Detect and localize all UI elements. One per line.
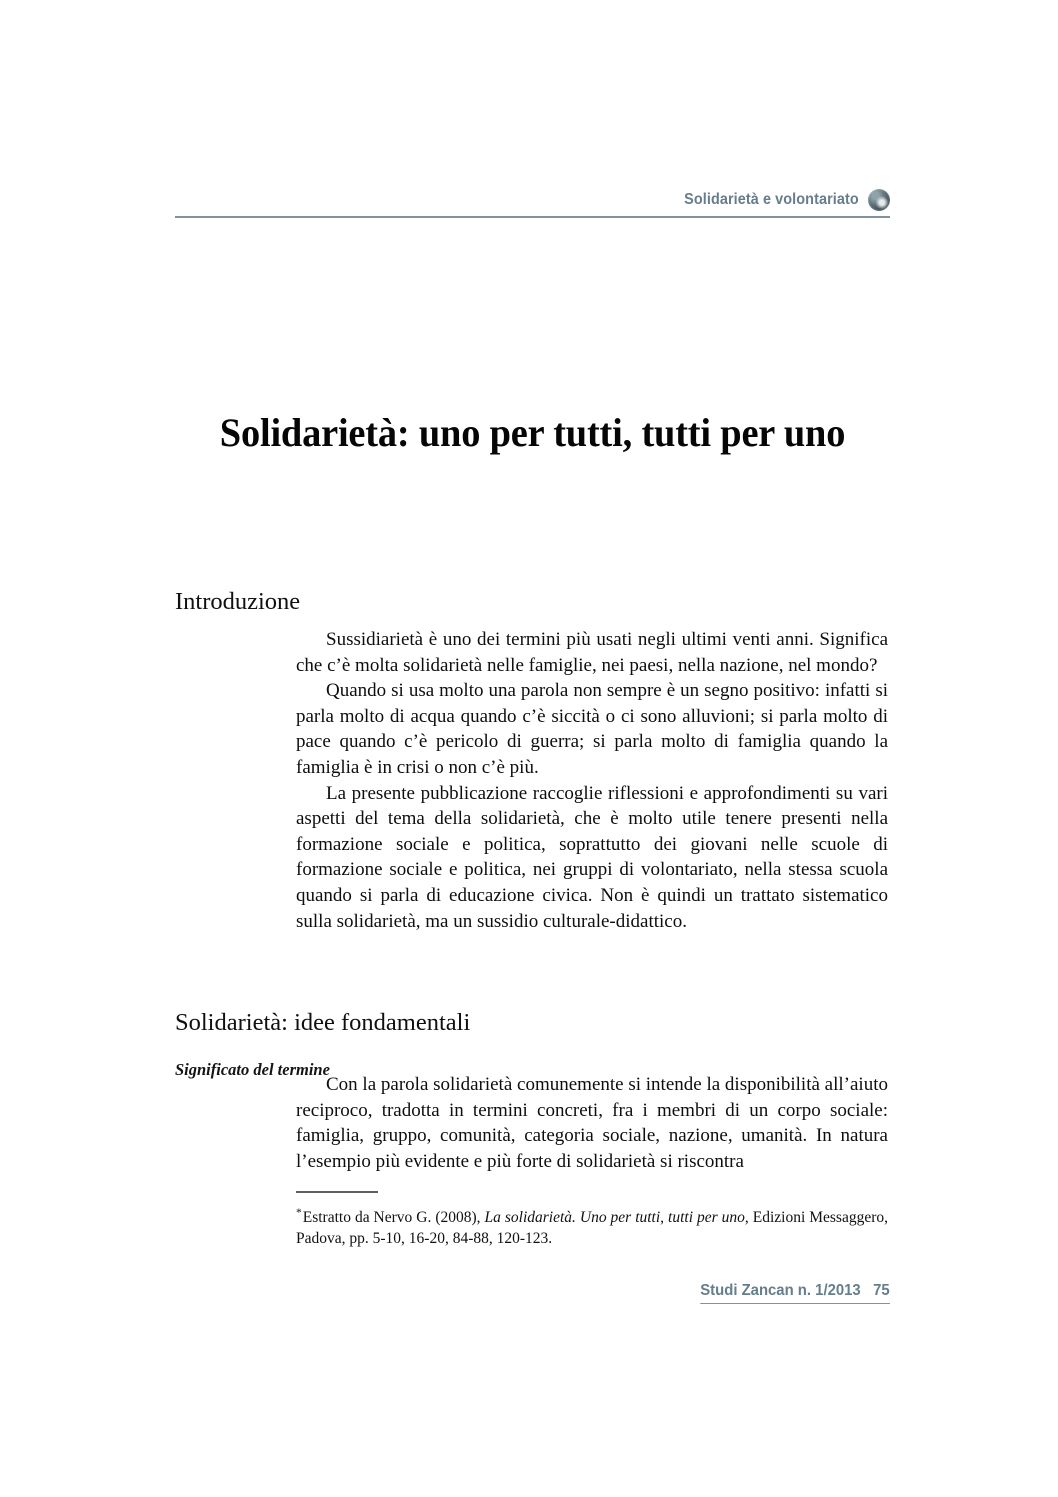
footnote (296, 1191, 888, 1250)
running-head-rule (175, 216, 890, 218)
footnote-marker: * (296, 1206, 302, 1219)
footnote-text-part-2: , Edizioni Messaggero, Padova, pp. 5-10, 16-20, 84-88, 120-123. (296, 1208, 888, 1248)
running-head (175, 186, 890, 226)
page-title: Solidarietà: uno per tutti, tutti per uno (219, 409, 846, 455)
page-footer (175, 1282, 890, 1304)
paragraph: Con la parola solidarietà comunemente si intende la disponibilità all’aiuto reciproco, tradotta in termini concreti, fra i membri di un corpo sociale: famiglia, gruppo, comunità, categoria sociale, nazione, umanità. In natura l’esempio più evidente e più forte di solidarietà si riscontra (296, 1074, 888, 1172)
footnote-separator-rule (296, 1191, 378, 1193)
paragraph: Quando si usa molto una parola non sempre è un segno positivo: infatti si parla molto di acqua quando c’è siccità o ci sono alluvioni; si parla molto di pace quando c’è pericolo di guerra; si parla molto di famiglia quando la famiglia è in crisi o non c’è più. (296, 680, 888, 778)
running-head-content (175, 186, 890, 214)
footnote-cited-title: La solidarietà. Uno per tutti, tutti per uno (484, 1208, 745, 1226)
running-head-label: Solidarietà e volontariato (684, 191, 859, 208)
paragraph: Sussidiarietà è uno dei termini più usati negli ultimi venti anni. Significa che c’è molta solidarietà nelle famiglie, nei paesi, nella nazione, nel mondo? (296, 629, 888, 676)
subsection-heading-significato-del-termine: Significato del termine (175, 1059, 330, 1079)
section-heading-idee-fondamentali: Solidarietà: idee fondamentali (175, 1009, 471, 1037)
footnote-text (296, 1203, 888, 1250)
section-body-introduzione (296, 627, 888, 934)
page-footer-label: Studi Zancan n. 1/2013 75 (701, 1282, 890, 1304)
section-body-significato (296, 1072, 888, 1174)
footnote-text-part-1: Estratto da Nervo G. (2008), (302, 1208, 485, 1226)
sphere-orb-icon (868, 189, 890, 211)
paragraph: La presente pubblicazione raccoglie riflessioni e approfondimenti su vari aspetti del tema della solidarietà, che è molto utile tenere presenti nella formazione sociale e politica, soprattutto dei giovani nelle scuole di formazione sociale e politica, nei gruppi di volontariato, nella stessa scuola quando si parla di educazione civica. Non è quindi un trattato sistematico sulla solidarietà, ma un sussidio culturale-didattico. (296, 782, 888, 932)
section-heading-introduzione: Introduzione (175, 588, 301, 616)
